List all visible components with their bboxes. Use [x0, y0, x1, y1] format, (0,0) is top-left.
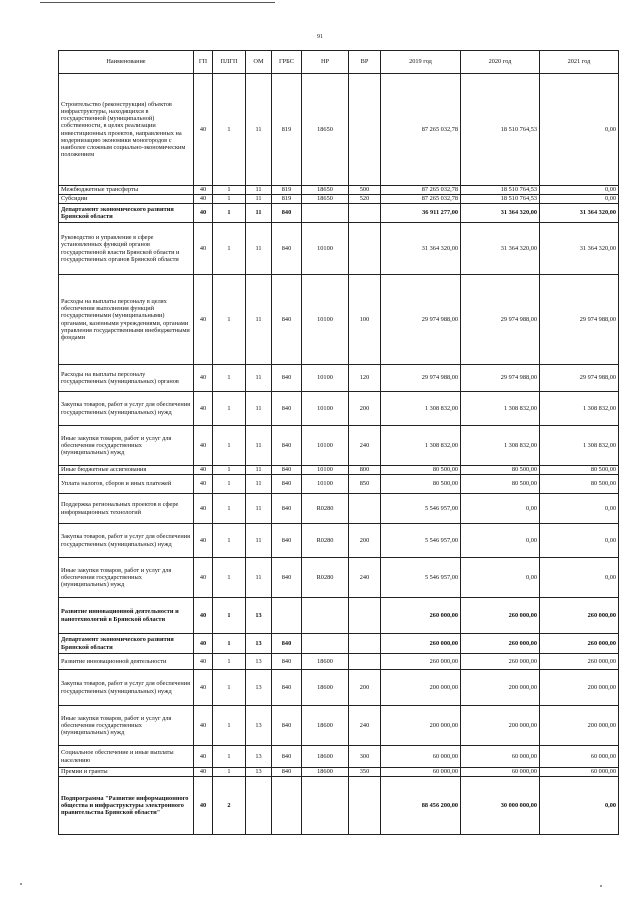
- cell-nr: R0280: [302, 558, 349, 598]
- cell-name: Премии и гранты: [59, 768, 194, 777]
- cell-gp: 40: [194, 768, 213, 777]
- table-row: [59, 475, 619, 494]
- cell-amount-2020: 260 000,00: [461, 654, 540, 670]
- cell-name: Строительство (реконструкция) объектов инфраструктуры, находящихся в государственной (муниципальной) собственности, в целях реализации инвестиционных проектов, направленных на модернизацию экономики моногородов с наиболее сложным социально-экономическим положением: [59, 74, 194, 186]
- cell-grbs: 840: [272, 706, 302, 746]
- cell-amount-2020: 260 000,00: [461, 634, 540, 654]
- cell-grbs: 840: [272, 634, 302, 654]
- cell-plgp: 1: [213, 558, 246, 598]
- cell-om: 11: [246, 558, 272, 598]
- cell-amount-2021: 80 500,00: [540, 466, 619, 475]
- table-row: [59, 558, 619, 598]
- cell-amount-2020: 18 510 764,53: [461, 74, 540, 186]
- cell-name: Расходы на выплаты персоналу государственных (муниципальных) органов: [59, 365, 194, 392]
- cell-vr: 520: [349, 195, 381, 204]
- cell-om: 11: [246, 524, 272, 558]
- table-row: [59, 706, 619, 746]
- cell-vr: [349, 494, 381, 524]
- cell-name: Социальное обеспечение и иные выплаты населению: [59, 746, 194, 768]
- cell-grbs: 819: [272, 186, 302, 195]
- cell-gp: 40: [194, 204, 213, 223]
- table-row: [59, 524, 619, 558]
- cell-grbs: 819: [272, 195, 302, 204]
- cell-vr: 240: [349, 558, 381, 598]
- cell-om: 11: [246, 466, 272, 475]
- cell-om: 11: [246, 494, 272, 524]
- cell-plgp: 2: [213, 777, 246, 835]
- cell-amount-2020: 31 364 320,00: [461, 204, 540, 223]
- cell-amount-2021: 29 974 988,00: [540, 275, 619, 365]
- cell-amount-2020: 0,00: [461, 494, 540, 524]
- cell-name: Закупка товаров, работ и услуг для обеспечения государственных (муниципальных) нужд: [59, 670, 194, 706]
- cell-plgp: 1: [213, 275, 246, 365]
- cell-plgp: 1: [213, 494, 246, 524]
- cell-nr: 10100: [302, 466, 349, 475]
- cell-gp: 40: [194, 634, 213, 654]
- table-row: [59, 195, 619, 204]
- cell-gp: 40: [194, 598, 213, 634]
- cell-amount-2020: 29 974 988,00: [461, 365, 540, 392]
- cell-om: 13: [246, 598, 272, 634]
- cell-name: Иные закупки товаров, работ и услуг для обеспечения государственных (муниципальных) нужд: [59, 426, 194, 466]
- cell-name: Департамент экономического развития Брянской области: [59, 634, 194, 654]
- cell-amount-2019: 80 500,00: [381, 475, 461, 494]
- cell-plgp: 1: [213, 204, 246, 223]
- cell-vr: [349, 598, 381, 634]
- cell-grbs: 840: [272, 768, 302, 777]
- cell-nr: [302, 777, 349, 835]
- cell-plgp: 1: [213, 186, 246, 195]
- cell-plgp: 1: [213, 466, 246, 475]
- cell-amount-2021: 0,00: [540, 524, 619, 558]
- cell-amount-2019: 200 000,00: [381, 670, 461, 706]
- cell-amount-2021: 200 000,00: [540, 706, 619, 746]
- cell-amount-2021: 0,00: [540, 195, 619, 204]
- cell-amount-2021: 31 364 320,00: [540, 204, 619, 223]
- cell-gp: 40: [194, 195, 213, 204]
- cell-amount-2019: 1 308 832,00: [381, 426, 461, 466]
- cell-amount-2020: 18 510 764,53: [461, 195, 540, 204]
- table-row: [59, 223, 619, 275]
- header-2019: 2019 год: [381, 51, 461, 74]
- cell-amount-2020: 1 308 832,00: [461, 392, 540, 426]
- cell-amount-2020: 0,00: [461, 524, 540, 558]
- cell-amount-2020: 0,00: [461, 558, 540, 598]
- cell-grbs: 840: [272, 654, 302, 670]
- cell-amount-2020: 60 000,00: [461, 768, 540, 777]
- header-plgp: ПЛГП: [213, 51, 246, 74]
- cell-amount-2019: 60 000,00: [381, 768, 461, 777]
- table-row: [59, 186, 619, 195]
- cell-grbs: 840: [272, 426, 302, 466]
- table-row: [59, 654, 619, 670]
- cell-om: 11: [246, 392, 272, 426]
- cell-om: 11: [246, 275, 272, 365]
- cell-grbs: 840: [272, 746, 302, 768]
- cell-nr: R0280: [302, 494, 349, 524]
- cell-amount-2021: 0,00: [540, 494, 619, 524]
- cell-nr: [302, 204, 349, 223]
- cell-grbs: 840: [272, 524, 302, 558]
- cell-nr: 18600: [302, 746, 349, 768]
- cell-gp: 40: [194, 275, 213, 365]
- cell-om: 11: [246, 365, 272, 392]
- cell-nr: R0280: [302, 524, 349, 558]
- cell-nr: 18650: [302, 186, 349, 195]
- cell-gp: 40: [194, 74, 213, 186]
- cell-amount-2020: 30 000 000,00: [461, 777, 540, 835]
- cell-grbs: 840: [272, 365, 302, 392]
- cell-plgp: 1: [213, 706, 246, 746]
- table-row: [59, 768, 619, 777]
- cell-vr: [349, 654, 381, 670]
- cell-nr: [302, 634, 349, 654]
- cell-gp: 40: [194, 746, 213, 768]
- table-row: [59, 204, 619, 223]
- cell-amount-2019: 5 546 957,00: [381, 558, 461, 598]
- cell-amount-2019: 5 546 957,00: [381, 494, 461, 524]
- cell-amount-2020: 31 364 320,00: [461, 223, 540, 275]
- cell-gp: 40: [194, 494, 213, 524]
- cell-grbs: 840: [272, 275, 302, 365]
- cell-nr: 10100: [302, 426, 349, 466]
- cell-name: Закупка товаров, работ и услуг для обеспечения государственных (муниципальных) нужд: [59, 392, 194, 426]
- cell-vr: 120: [349, 365, 381, 392]
- cell-vr: 300: [349, 746, 381, 768]
- cell-amount-2019: 60 000,00: [381, 746, 461, 768]
- table-row: [59, 634, 619, 654]
- table-row: [59, 746, 619, 768]
- cell-nr: 10100: [302, 365, 349, 392]
- cell-nr: 18600: [302, 654, 349, 670]
- table-row: [59, 494, 619, 524]
- cell-amount-2019: 87 265 032,78: [381, 186, 461, 195]
- cell-om: 13: [246, 634, 272, 654]
- cell-om: 11: [246, 186, 272, 195]
- cell-amount-2021: 0,00: [540, 777, 619, 835]
- cell-gp: 40: [194, 475, 213, 494]
- cell-om: 11: [246, 223, 272, 275]
- cell-vr: 200: [349, 392, 381, 426]
- cell-amount-2021: 1 308 832,00: [540, 392, 619, 426]
- cell-amount-2020: 80 500,00: [461, 475, 540, 494]
- cell-vr: 800: [349, 466, 381, 475]
- cell-grbs: 840: [272, 466, 302, 475]
- cell-name: Иные закупки товаров, работ и услуг для обеспечения государственных (муниципальных) нужд: [59, 558, 194, 598]
- cell-vr: 240: [349, 426, 381, 466]
- budget-table: [58, 50, 619, 835]
- cell-amount-2019: 29 974 988,00: [381, 275, 461, 365]
- cell-vr: 200: [349, 670, 381, 706]
- cell-vr: [349, 777, 381, 835]
- cell-gp: 40: [194, 186, 213, 195]
- cell-amount-2021: 60 000,00: [540, 746, 619, 768]
- cell-gp: 40: [194, 392, 213, 426]
- cell-plgp: 1: [213, 223, 246, 275]
- cell-amount-2019: 29 974 988,00: [381, 365, 461, 392]
- cell-amount-2019: 200 000,00: [381, 706, 461, 746]
- cell-name: Межбюджетные трансферты: [59, 186, 194, 195]
- cell-nr: 10100: [302, 223, 349, 275]
- cell-amount-2021: 260 000,00: [540, 634, 619, 654]
- cell-plgp: 1: [213, 195, 246, 204]
- cell-grbs: 840: [272, 392, 302, 426]
- cell-name: Субсидии: [59, 195, 194, 204]
- table-row: [59, 777, 619, 835]
- cell-gp: 40: [194, 524, 213, 558]
- cell-amount-2020: 260 000,00: [461, 598, 540, 634]
- table-body: [59, 74, 619, 835]
- header-2021: 2021 год: [540, 51, 619, 74]
- cell-amount-2021: 1 308 832,00: [540, 426, 619, 466]
- cell-amount-2019: 80 500,00: [381, 466, 461, 475]
- cell-amount-2020: 18 510 764,53: [461, 186, 540, 195]
- cell-grbs: 840: [272, 475, 302, 494]
- cell-plgp: 1: [213, 475, 246, 494]
- header-2020: 2020 год: [461, 51, 540, 74]
- cell-grbs: 840: [272, 223, 302, 275]
- header-row: [59, 51, 619, 74]
- cell-amount-2021: 260 000,00: [540, 654, 619, 670]
- cell-amount-2019: 260 000,00: [381, 634, 461, 654]
- cell-amount-2021: 260 000,00: [540, 598, 619, 634]
- cell-vr: 240: [349, 706, 381, 746]
- cell-nr: 18650: [302, 195, 349, 204]
- cell-amount-2021: 0,00: [540, 74, 619, 186]
- cell-name: Закупка товаров, работ и услуг для обеспечения государственных (муниципальных) нужд: [59, 524, 194, 558]
- cell-gp: 40: [194, 706, 213, 746]
- cell-amount-2021: 80 500,00: [540, 475, 619, 494]
- cell-om: 13: [246, 670, 272, 706]
- cell-amount-2019: 260 000,00: [381, 598, 461, 634]
- cell-amount-2021: 31 364 320,00: [540, 223, 619, 275]
- cell-vr: [349, 634, 381, 654]
- cell-vr: [349, 223, 381, 275]
- cell-gp: 40: [194, 670, 213, 706]
- cell-name: Развитие инновационной деятельности: [59, 654, 194, 670]
- cell-amount-2020: 60 000,00: [461, 746, 540, 768]
- cell-vr: [349, 74, 381, 186]
- cell-gp: 40: [194, 223, 213, 275]
- cell-amount-2020: 200 000,00: [461, 670, 540, 706]
- page-number: 91: [317, 34, 323, 40]
- cell-name: Руководство и управление в сфере установленных функций органов государственной власти Брянской области и государственных органов Брянской области: [59, 223, 194, 275]
- cell-plgp: 1: [213, 768, 246, 777]
- cell-name: Подпрограмма "Развитие информационного общества и инфраструктуры электронного правительства Брянской области": [59, 777, 194, 835]
- cell-vr: 350: [349, 768, 381, 777]
- cell-plgp: 1: [213, 426, 246, 466]
- cell-nr: 18600: [302, 670, 349, 706]
- cell-nr: 18650: [302, 74, 349, 186]
- cell-vr: 200: [349, 524, 381, 558]
- cell-grbs: [272, 777, 302, 835]
- table-row: [59, 466, 619, 475]
- cell-amount-2019: 260 000,00: [381, 654, 461, 670]
- cell-om: 11: [246, 426, 272, 466]
- header-vr: ВР: [349, 51, 381, 74]
- top-rule: [40, 2, 275, 3]
- cell-om: 11: [246, 204, 272, 223]
- cell-name: Уплата налогов, сборов и иных платежей: [59, 475, 194, 494]
- cell-nr: 10100: [302, 392, 349, 426]
- cell-gp: 40: [194, 558, 213, 598]
- cell-plgp: 1: [213, 654, 246, 670]
- table-row: [59, 392, 619, 426]
- cell-vr: [349, 204, 381, 223]
- cell-gp: 40: [194, 426, 213, 466]
- cell-om: 13: [246, 768, 272, 777]
- cell-grbs: [272, 598, 302, 634]
- cell-om: 11: [246, 195, 272, 204]
- cell-vr: 500: [349, 186, 381, 195]
- cell-grbs: 840: [272, 494, 302, 524]
- cell-gp: 40: [194, 365, 213, 392]
- cell-plgp: 1: [213, 524, 246, 558]
- table-row: [59, 74, 619, 186]
- header-grbs: ГРБС: [272, 51, 302, 74]
- cell-name: Расходы на выплаты персоналу в целях обеспечения выполнения функций государственными (муниципальными) органами, казенными учреждениями, органами управления государственными внебюджетными фондами: [59, 275, 194, 365]
- cell-plgp: 1: [213, 746, 246, 768]
- table-row: [59, 670, 619, 706]
- cell-grbs: 840: [272, 558, 302, 598]
- cell-grbs: 840: [272, 670, 302, 706]
- cell-nr: [302, 598, 349, 634]
- cell-om: 13: [246, 746, 272, 768]
- cell-grbs: 840: [272, 204, 302, 223]
- cell-vr: 850: [349, 475, 381, 494]
- cell-nr: 18600: [302, 768, 349, 777]
- cell-amount-2019: 5 546 957,00: [381, 524, 461, 558]
- cell-om: 11: [246, 74, 272, 186]
- cell-amount-2020: 29 974 988,00: [461, 275, 540, 365]
- table-row: [59, 426, 619, 466]
- cell-nr: 10100: [302, 275, 349, 365]
- cell-gp: 40: [194, 654, 213, 670]
- cell-gp: 40: [194, 777, 213, 835]
- cell-plgp: 1: [213, 598, 246, 634]
- cell-amount-2020: 1 308 832,00: [461, 426, 540, 466]
- header-om: ОМ: [246, 51, 272, 74]
- cell-amount-2019: 36 911 277,00: [381, 204, 461, 223]
- table-row: [59, 365, 619, 392]
- cell-om: 13: [246, 706, 272, 746]
- table-row: [59, 275, 619, 365]
- cell-amount-2021: 60 000,00: [540, 768, 619, 777]
- cell-name: Иные бюджетные ассигнования: [59, 466, 194, 475]
- cell-om: 13: [246, 654, 272, 670]
- cell-nr: 18600: [302, 706, 349, 746]
- cell-amount-2019: 87 265 032,78: [381, 195, 461, 204]
- cell-om: [246, 777, 272, 835]
- cell-amount-2019: 31 364 320,00: [381, 223, 461, 275]
- header-nr: НР: [302, 51, 349, 74]
- cell-name: Иные закупки товаров, работ и услуг для обеспечения государственных (муниципальных) нужд: [59, 706, 194, 746]
- header-gp: ГП: [194, 51, 213, 74]
- cell-nr: 10100: [302, 475, 349, 494]
- cell-amount-2020: 80 500,00: [461, 466, 540, 475]
- cell-plgp: 1: [213, 670, 246, 706]
- cell-amount-2021: 29 974 988,00: [540, 365, 619, 392]
- cell-plgp: 1: [213, 74, 246, 186]
- cell-gp: 40: [194, 466, 213, 475]
- cell-grbs: 819: [272, 74, 302, 186]
- cell-name: Департамент экономического развития Брянской области: [59, 204, 194, 223]
- cell-name: Поддержка региональных проектов в сфере информационных технологий: [59, 494, 194, 524]
- cell-amount-2019: 1 308 832,00: [381, 392, 461, 426]
- cell-amount-2019: 87 265 032,78: [381, 74, 461, 186]
- table-row: [59, 598, 619, 634]
- cell-om: 11: [246, 475, 272, 494]
- cell-name: Развитие инновационной деятельности и нанотехнологий в Брянской области: [59, 598, 194, 634]
- cell-amount-2020: 200 000,00: [461, 706, 540, 746]
- cell-amount-2021: 200 000,00: [540, 670, 619, 706]
- scan-speck: [600, 885, 602, 887]
- cell-vr: 100: [349, 275, 381, 365]
- cell-plgp: 1: [213, 634, 246, 654]
- cell-amount-2021: 0,00: [540, 186, 619, 195]
- header-name: Наименование: [59, 51, 194, 74]
- cell-plgp: 1: [213, 365, 246, 392]
- cell-amount-2021: 0,00: [540, 558, 619, 598]
- scan-speck: [20, 883, 22, 885]
- cell-plgp: 1: [213, 392, 246, 426]
- cell-amount-2019: 88 456 200,00: [381, 777, 461, 835]
